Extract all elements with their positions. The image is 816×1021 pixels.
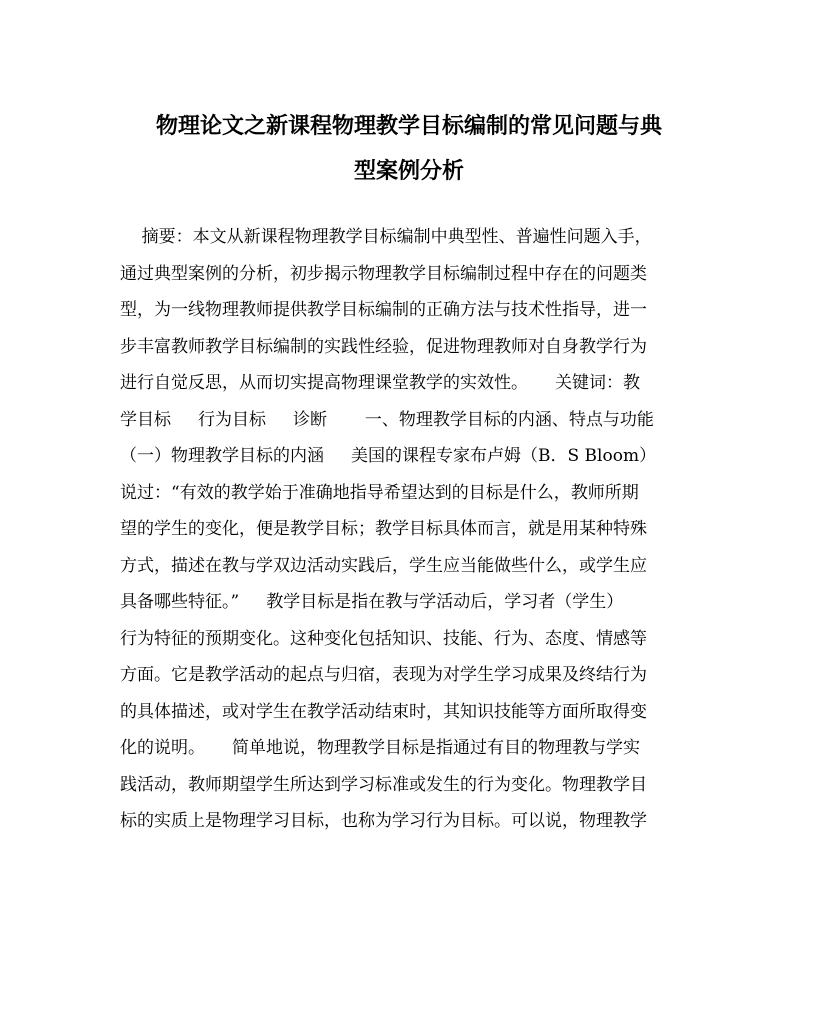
body-line: 通过典型案例的分析，初步揭示物理教学目标编制过程中存在的问题类 [120,263,647,284]
body-line: 方面。它是教学活动的起点与归宿，表现为对学生学习成果及终结行为 [120,665,647,685]
body-line: 摘要：本文从新课程物理教学目标编制中典型性、普遍性问题入手， [120,227,652,247]
body-line: 望的学生的变化，便是教学目标；教学目标具体而言，就是用某种特殊 [120,519,647,539]
body-line: 说过：“有效的教学始于准确地指导希望达到的目标是什么，教师所期 [120,482,639,503]
body-line: 学目标 行为目标 诊断 一、物理教学目标的内涵、特点与功能 [120,409,654,430]
document-title [118,104,700,194]
document-body [120,219,700,840]
body-line: 践活动，教师期望学生所达到学习标准或发生的行为变化。物理教学目 [120,774,647,795]
body-line: 型，为一线物理教师提供教学目标编制的正确方法与技术性指导，进一 [120,300,647,320]
title-line-2: 型案例分析 [353,158,464,184]
body-line: 的具体描述，或对学生在教学活动结束时，其知识技能等方面所取得变 [120,701,647,722]
title-line-1: 物理论文之新课程物理教学目标编制的常见问题与典 [155,113,662,139]
body-line: 步丰富教师教学目标编制的实践性经验，促进物理教师对自身教学行为 [120,336,647,357]
body-line: 方式，描述在教与学双边活动实践后，学生应当能做些什么，或学生应 [120,555,647,576]
body-line: （一）物理教学目标的内涵 美国的课程专家布卢姆（B．S Bloom） [120,446,657,466]
body-line: 进行自觉反思，从而切实提高物理课堂教学的实效性。 关键词：教 [120,373,641,393]
body-line: 行为特征的预期变化。这种变化包括知识、技能、行为、态度、情感等 [120,628,647,649]
body-line: 化的说明。 简单地说，物理教学目标是指通过有目的物理教与学实 [120,738,641,758]
body-line: 具备哪些特征。” 教学目标是指在教与学活动后，学习者（学生） [120,592,624,612]
body-line: 标的实质上是物理学习目标，也称为学习行为目标。可以说，物理教学 [120,811,647,831]
